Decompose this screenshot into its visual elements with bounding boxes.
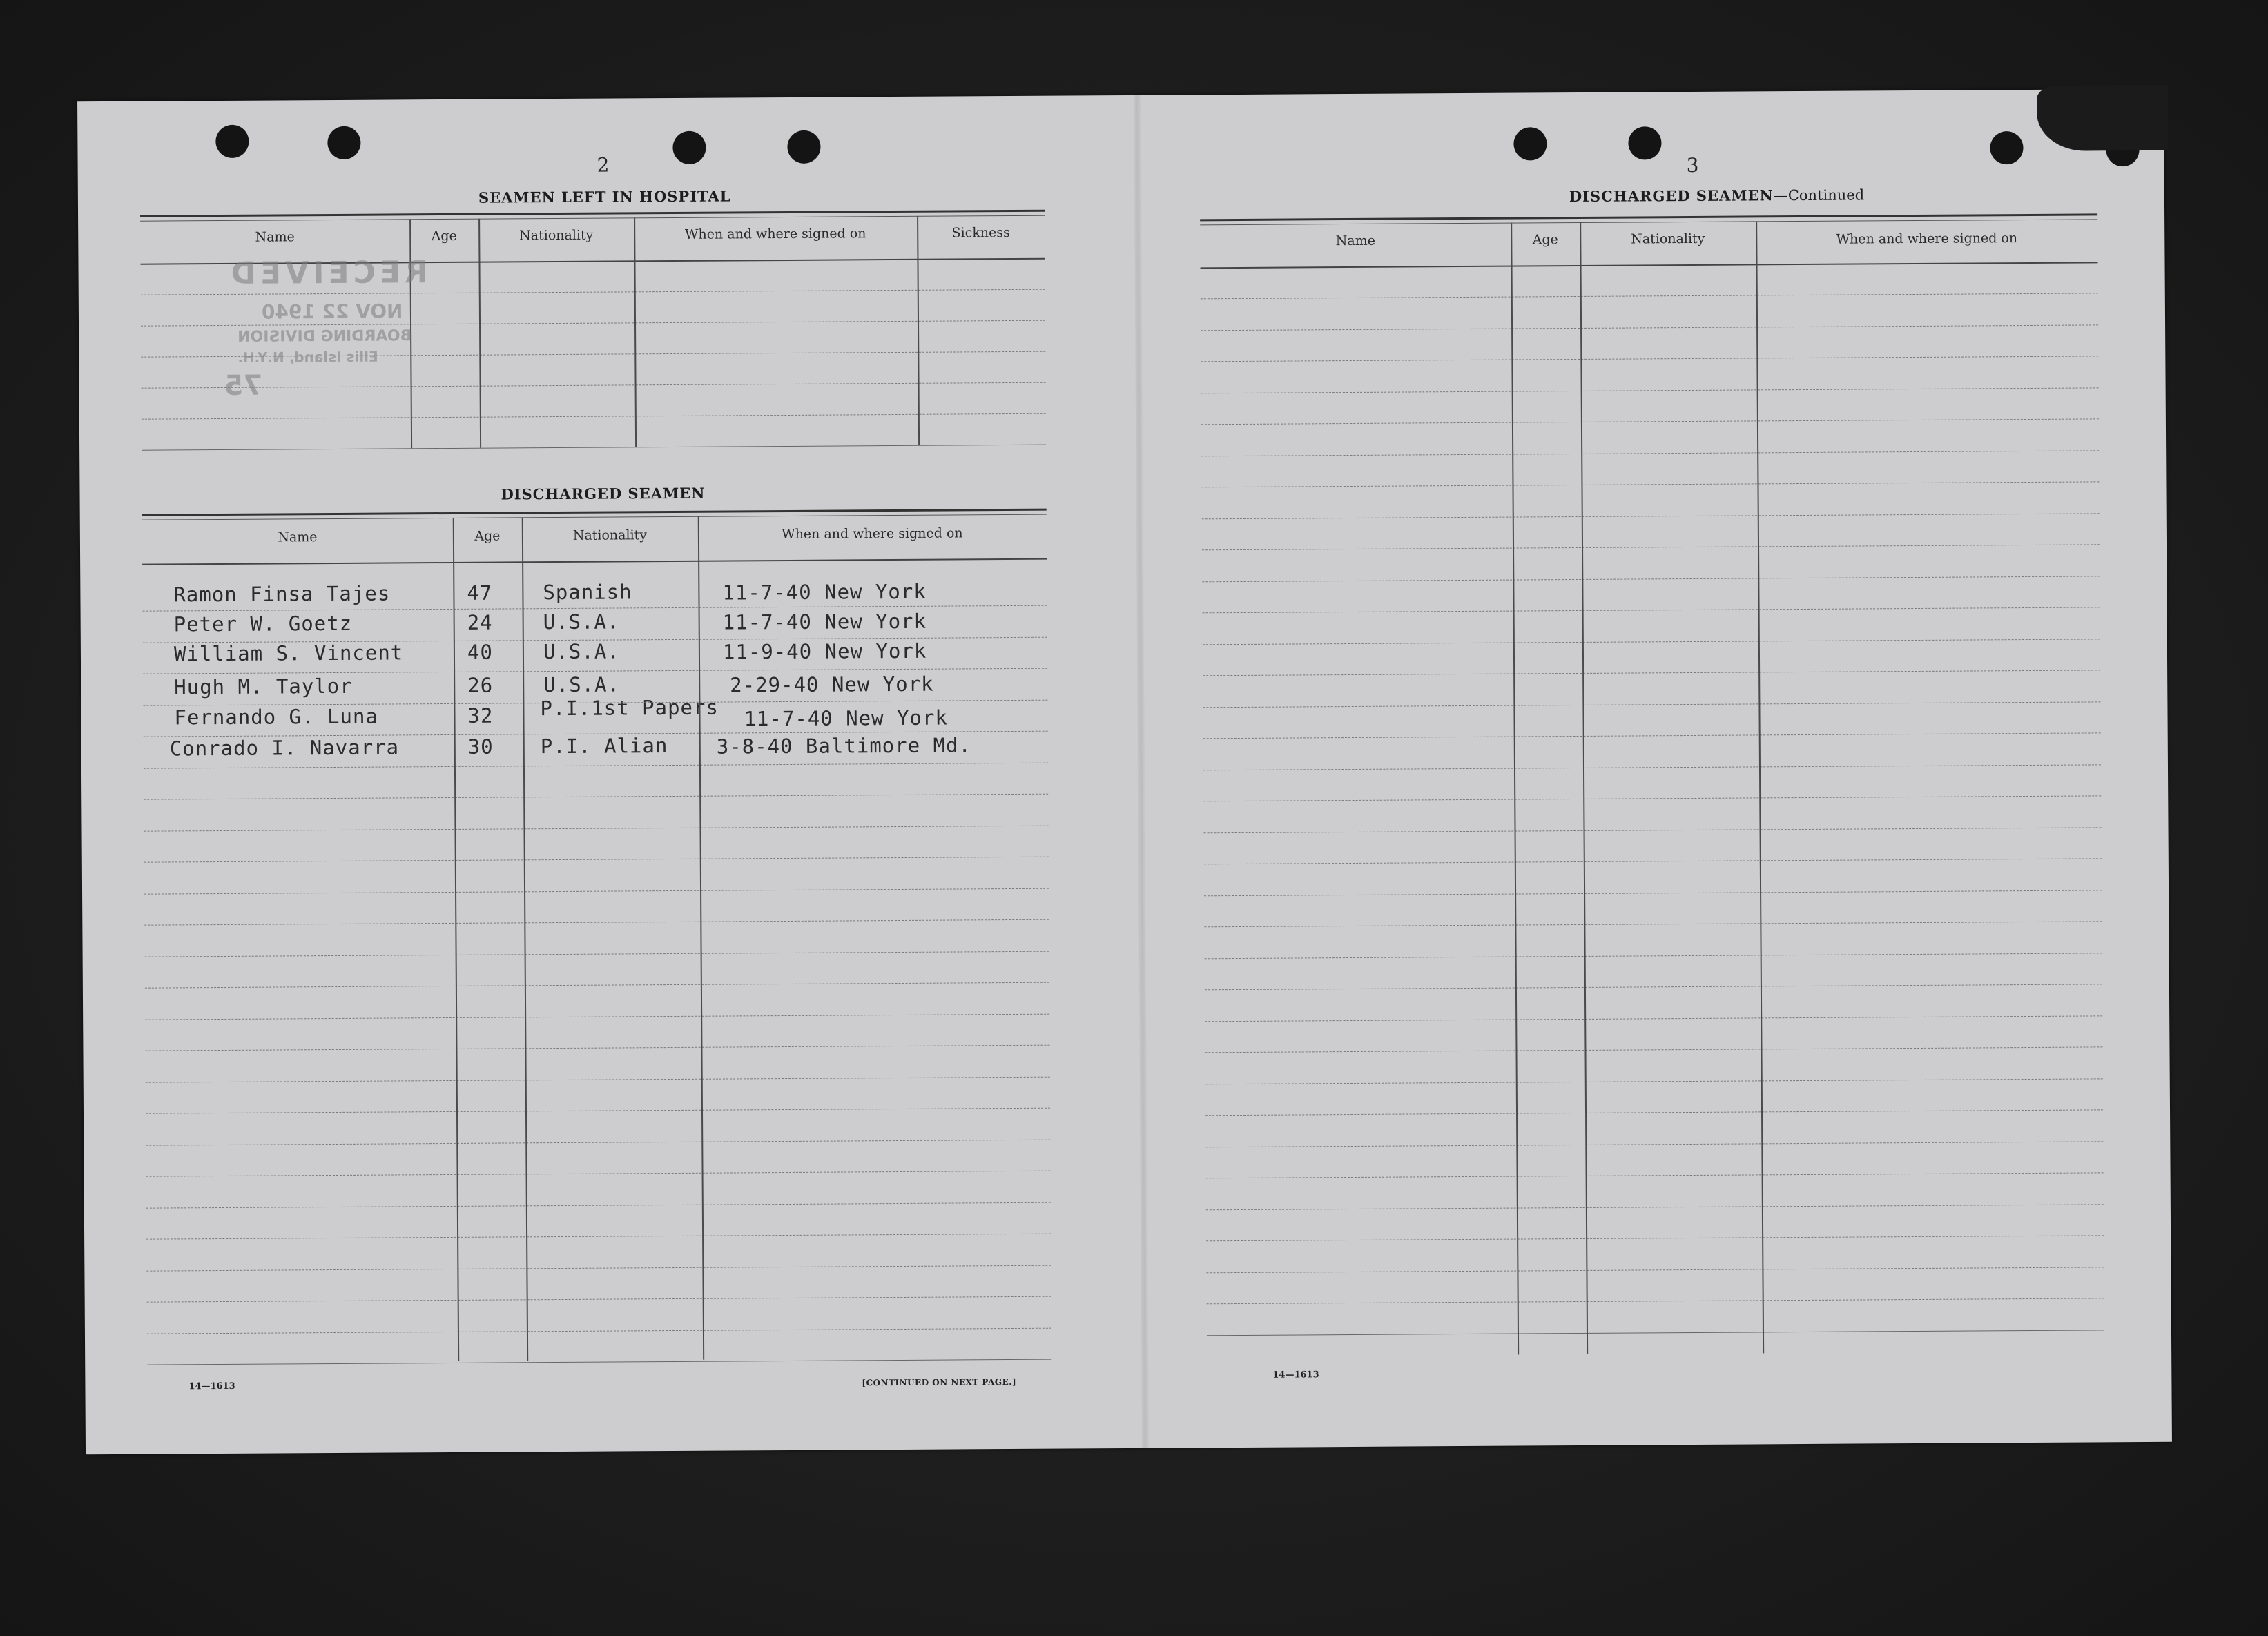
ruled-line [1203,795,2101,801]
row-5-signed-on: 11-7-40 New York [744,705,948,731]
row-2-name: Peter W. Goetz [173,611,353,636]
ruled-line [147,1296,1051,1303]
ruled-line [144,825,1048,831]
hospital-section-title: SEAMEN LEFT IN HOSPITAL [478,187,731,206]
ruled-line [1205,1015,2102,1022]
ruled-line [1205,953,2102,959]
ruled-line [1204,858,2102,864]
ruled-line [146,1265,1051,1271]
ruled-line [1201,356,2098,362]
ruled-line [1206,1172,2104,1178]
row-2-signed-on: 11-7-40 New York [722,609,927,634]
ruled-line [1202,513,2100,519]
row-5-name: Fernando G. Luna [174,704,378,730]
row-4-nationality: U.S.A. [543,672,621,697]
row-4-signed-on: 2-29-40 New York [730,672,934,697]
col-header-nationality: Nationality [572,527,648,543]
discharged-table [142,509,1052,1370]
col-header-age: Age [431,228,457,244]
col-header-name: Name [1335,233,1375,249]
ruled-line [145,951,1049,957]
col-header-signed-on: When and where signed on [1836,231,2018,247]
ruled-line [1201,418,2099,425]
row-4-name: Hugh M. Taylor [174,674,353,699]
ruled-line [146,1139,1050,1145]
col-header-nationality: Nationality [519,227,594,244]
ruled-line [146,1234,1051,1240]
form-number: 14—1613 [1272,1370,1319,1381]
ruled-line [1202,576,2100,582]
discharged-continued-table [1200,213,2104,1365]
ruled-line [1203,639,2100,645]
ruled-line [1207,1298,2104,1304]
ruled-line [1207,1330,2104,1336]
ruled-line [1204,921,2102,927]
ruled-line [147,1327,1051,1334]
ruled-line [1205,1046,2102,1053]
punch-hole [1628,126,1661,159]
ruled-line [144,919,1049,926]
ruled-line [1206,1235,2104,1241]
ruled-line [1203,732,2101,739]
ruled-line [146,1171,1051,1177]
torn-corner [2037,85,2169,151]
ruled-line [144,888,1049,894]
row-5-nationality: P.I.1st Papers [540,695,719,721]
ruled-line [1204,890,2102,896]
col-header-name: Name [255,229,295,245]
received-stamp: RECEIVED [226,255,429,291]
left-page [77,95,1142,1454]
ruled-line [1201,450,2099,456]
ruled-line [145,1045,1049,1051]
row-6-name: Conrado I. Navarra [169,735,400,761]
discharged-continued-title [1569,186,1864,205]
ruled-line [144,794,1048,800]
ruled-line [145,982,1049,989]
stamp-number: 75 [224,369,263,402]
ruled-line [1205,1109,2103,1116]
ruled-line [144,762,1048,768]
col-header-sickness: Sickness [951,225,1010,241]
ruled-line [1206,1267,2104,1273]
ruled-line [1203,701,2100,708]
row-6-signed-on: 3-8-40 Baltimore Md. [716,733,972,759]
manifest-sheet [77,89,2172,1454]
punch-hole [215,125,249,158]
ruled-line [1205,1141,2103,1147]
ruled-line [146,1108,1050,1114]
punch-hole [1513,127,1547,160]
ruled-line [1203,670,2100,676]
row-1-name: Ramon Finsa Tajes [173,581,391,607]
ruled-line [1206,1204,2104,1210]
stamp-location: Ellis Island, N.Y.H. [238,348,378,366]
row-2-nationality: U.S.A. [543,610,620,634]
page-number: 3 [1686,153,1699,177]
col-header-name: Name [278,529,318,545]
punch-hole [787,130,820,164]
ruled-line [1203,764,2101,770]
ruled-line [146,1202,1051,1208]
page-number: 2 [597,153,610,177]
col-header-nationality: Nationality [1631,231,1705,247]
ruled-line [1205,1078,2103,1084]
row-6-nationality: P.I. Alian [540,734,668,759]
ruled-line [1201,387,2099,393]
col-header-signed-on: When and where signed on [782,525,963,543]
row-4-age: 26 [467,673,494,697]
ruled-line [1201,293,2098,299]
row-3-signed-on: 11-9-40 New York [722,639,927,664]
ruled-line [145,1013,1049,1020]
col-header-age: Age [1532,232,1558,248]
ruled-line [1204,827,2102,833]
punch-hole [672,131,706,164]
row-1-nationality: Spanish [543,580,632,605]
ruled-line [1202,544,2100,550]
title-suffix: —Continued [1773,186,1865,204]
row-6-age: 30 [467,734,494,759]
ruled-line [1201,481,2099,487]
ruled-line [147,1359,1051,1365]
punch-hole [327,126,360,159]
row-5-age: 32 [467,703,494,728]
continued-note: [CONTINUED ON NEXT PAGE.] [862,1376,1017,1388]
ruled-line [1201,324,2098,331]
stamp-division: BOARDING DIVISION [238,327,412,346]
right-page [1141,89,2172,1448]
ruled-line [144,857,1049,863]
col-header-age: Age [474,528,501,544]
row-3-age: 40 [467,640,493,664]
row-3-name: William S. Vincent [173,641,404,666]
punch-hole [1990,131,2023,164]
stamp-date: NOV 22 1940 [261,300,403,324]
col-header-signed-on: When and where signed on [684,226,866,242]
row-1-signed-on: 11-7-40 New York [722,579,927,605]
ruled-line [1203,607,2100,613]
discharged-section-title: DISCHARGED SEAMEN [501,484,706,503]
form-number: 14—1613 [188,1381,235,1392]
row-3-nationality: U.S.A. [543,639,620,664]
title-main: DISCHARGED SEAMEN [1569,186,1774,206]
ruled-line [1205,984,2102,990]
ruled-line [146,1076,1050,1082]
row-2-age: 24 [467,610,493,634]
row-1-age: 47 [467,581,493,605]
